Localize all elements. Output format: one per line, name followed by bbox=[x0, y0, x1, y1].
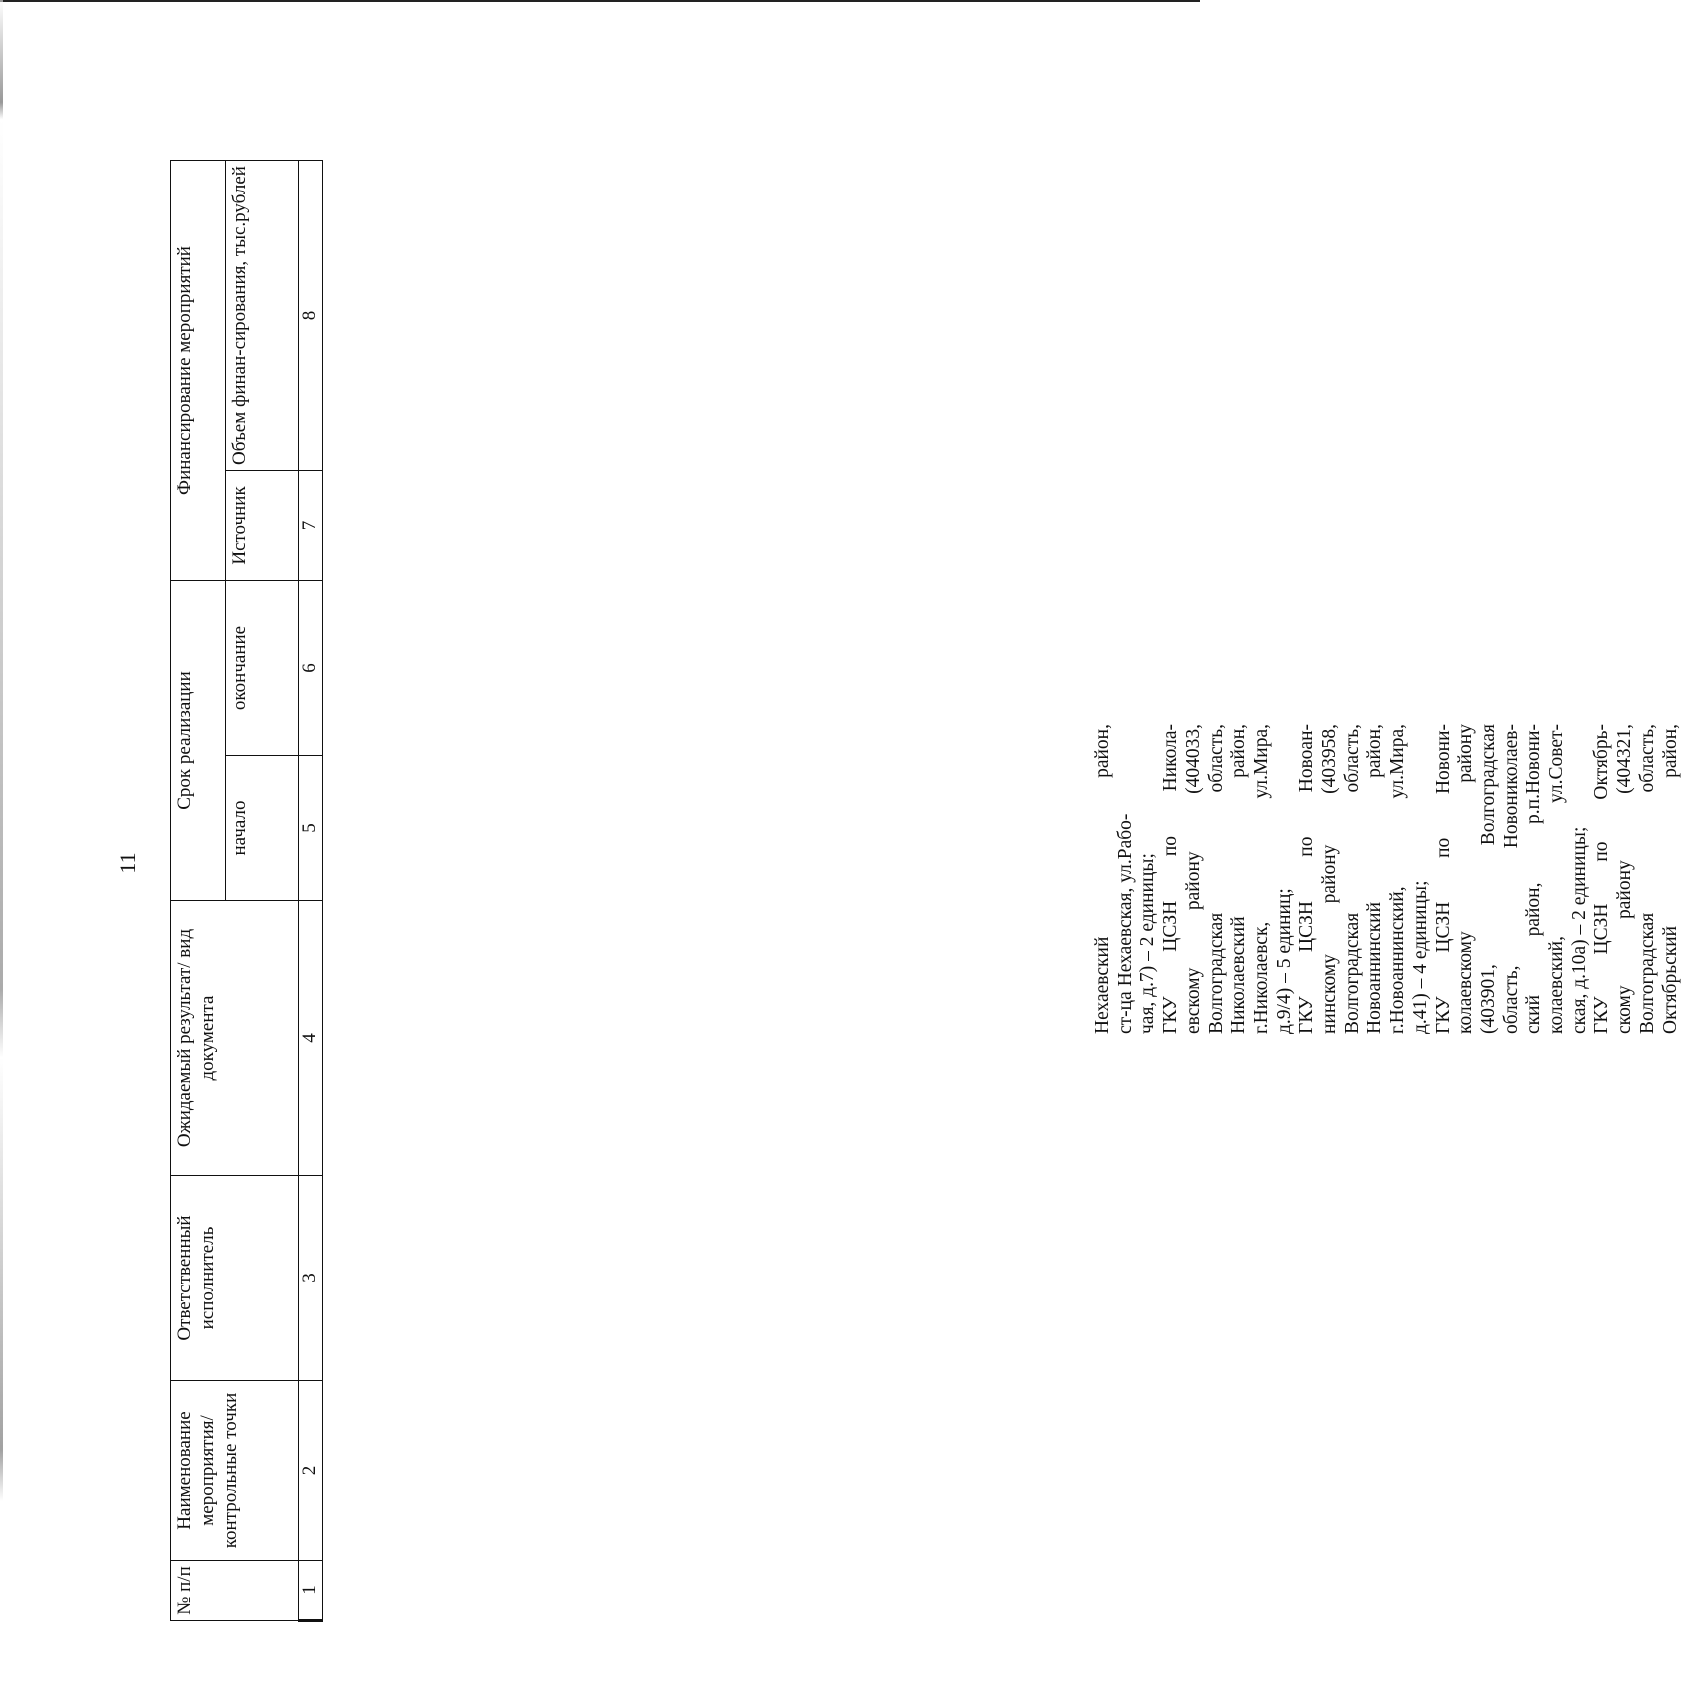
result-line: Новоаннинский район, bbox=[1364, 724, 1386, 1034]
result-line: область, Новониколаев- bbox=[1500, 724, 1522, 1034]
header-period: Срок реализации bbox=[171, 580, 226, 900]
header-financing: Финансирование мероприятий bbox=[171, 160, 226, 580]
result-line: ГКУ ЦСЗН по Новоан- bbox=[1296, 724, 1318, 1034]
result-line: ская, д.10а) – 2 единицы; bbox=[1568, 826, 1590, 1034]
result-line: д.9/4) – 5 единиц; bbox=[1273, 888, 1295, 1034]
column-number-8: 8 bbox=[299, 160, 323, 470]
result-line: чая, д.7) – 2 единицы; bbox=[1137, 853, 1159, 1034]
expected-result-text bbox=[1092, 724, 1681, 1034]
page-number: 11 bbox=[115, 852, 140, 874]
header-expected-result: Ожидаемый результат/ вид документа bbox=[171, 901, 299, 1176]
header-responsible: Ответственный исполнитель bbox=[171, 1176, 299, 1381]
result-line: Октябрьский район, bbox=[1659, 724, 1681, 1034]
result-line: Волгоградская область, bbox=[1341, 724, 1363, 1034]
column-number-5: 5 bbox=[299, 756, 323, 901]
result-line: скому району (404321, bbox=[1614, 724, 1636, 1034]
header-period-start: начало bbox=[226, 756, 299, 901]
result-line: колаевскому району bbox=[1455, 724, 1477, 1034]
result-line: г.Николаевск, ул.Мира, bbox=[1250, 724, 1272, 1034]
result-line: Волгоградская область, bbox=[1205, 724, 1227, 1034]
column-number-7: 7 bbox=[299, 470, 323, 580]
column-number-4: 4 bbox=[299, 901, 323, 1176]
result-line: колаевский, ул.Совет- bbox=[1546, 724, 1568, 1034]
result-line: г.Новоаннинский, ул.Мира, bbox=[1387, 724, 1409, 1034]
header-activity-name: Наименование мероприятия/ контрольные точки bbox=[171, 1381, 299, 1561]
result-line: Нехаевский район, bbox=[1092, 724, 1113, 1034]
result-line: ГКУ ЦСЗН по Никола- bbox=[1160, 724, 1182, 1034]
column-number-2: 2 bbox=[299, 1381, 323, 1561]
result-line: д.41) – 4 единицы; bbox=[1409, 880, 1431, 1034]
result-line: Волгоградская область, bbox=[1636, 724, 1658, 1034]
header-number: № п/п bbox=[171, 1561, 299, 1621]
header-financing-source: Источник bbox=[226, 470, 299, 580]
header-financing-volume: Объем финан-сирования, тыс.рублей bbox=[226, 160, 299, 470]
result-line: Николаевский район, bbox=[1228, 724, 1250, 1034]
column-number-1: 1 bbox=[299, 1561, 323, 1621]
result-line: евскому району (404033, bbox=[1182, 724, 1204, 1034]
scan-edge-left bbox=[0, 0, 3, 1706]
result-line: ст-ца Нехаевская, ул.Рабо- bbox=[1114, 813, 1136, 1034]
result-line: ский район, р.п.Новони- bbox=[1523, 724, 1545, 1034]
result-line: (403901, Волгоградская bbox=[1477, 724, 1499, 1034]
plan-table bbox=[170, 160, 323, 1622]
plan-table-rotated bbox=[170, 162, 350, 1622]
scan-edge-top bbox=[0, 0, 1200, 2]
result-line: ГКУ ЦСЗН по Новони- bbox=[1432, 724, 1454, 1034]
result-line: нинскому району (403958, bbox=[1319, 724, 1341, 1034]
header-period-end: окончание bbox=[226, 580, 299, 755]
column-number-6: 6 bbox=[299, 580, 323, 755]
column-number-3: 3 bbox=[299, 1176, 323, 1381]
result-line: ГКУ ЦСЗН по Октябрь- bbox=[1591, 724, 1613, 1034]
